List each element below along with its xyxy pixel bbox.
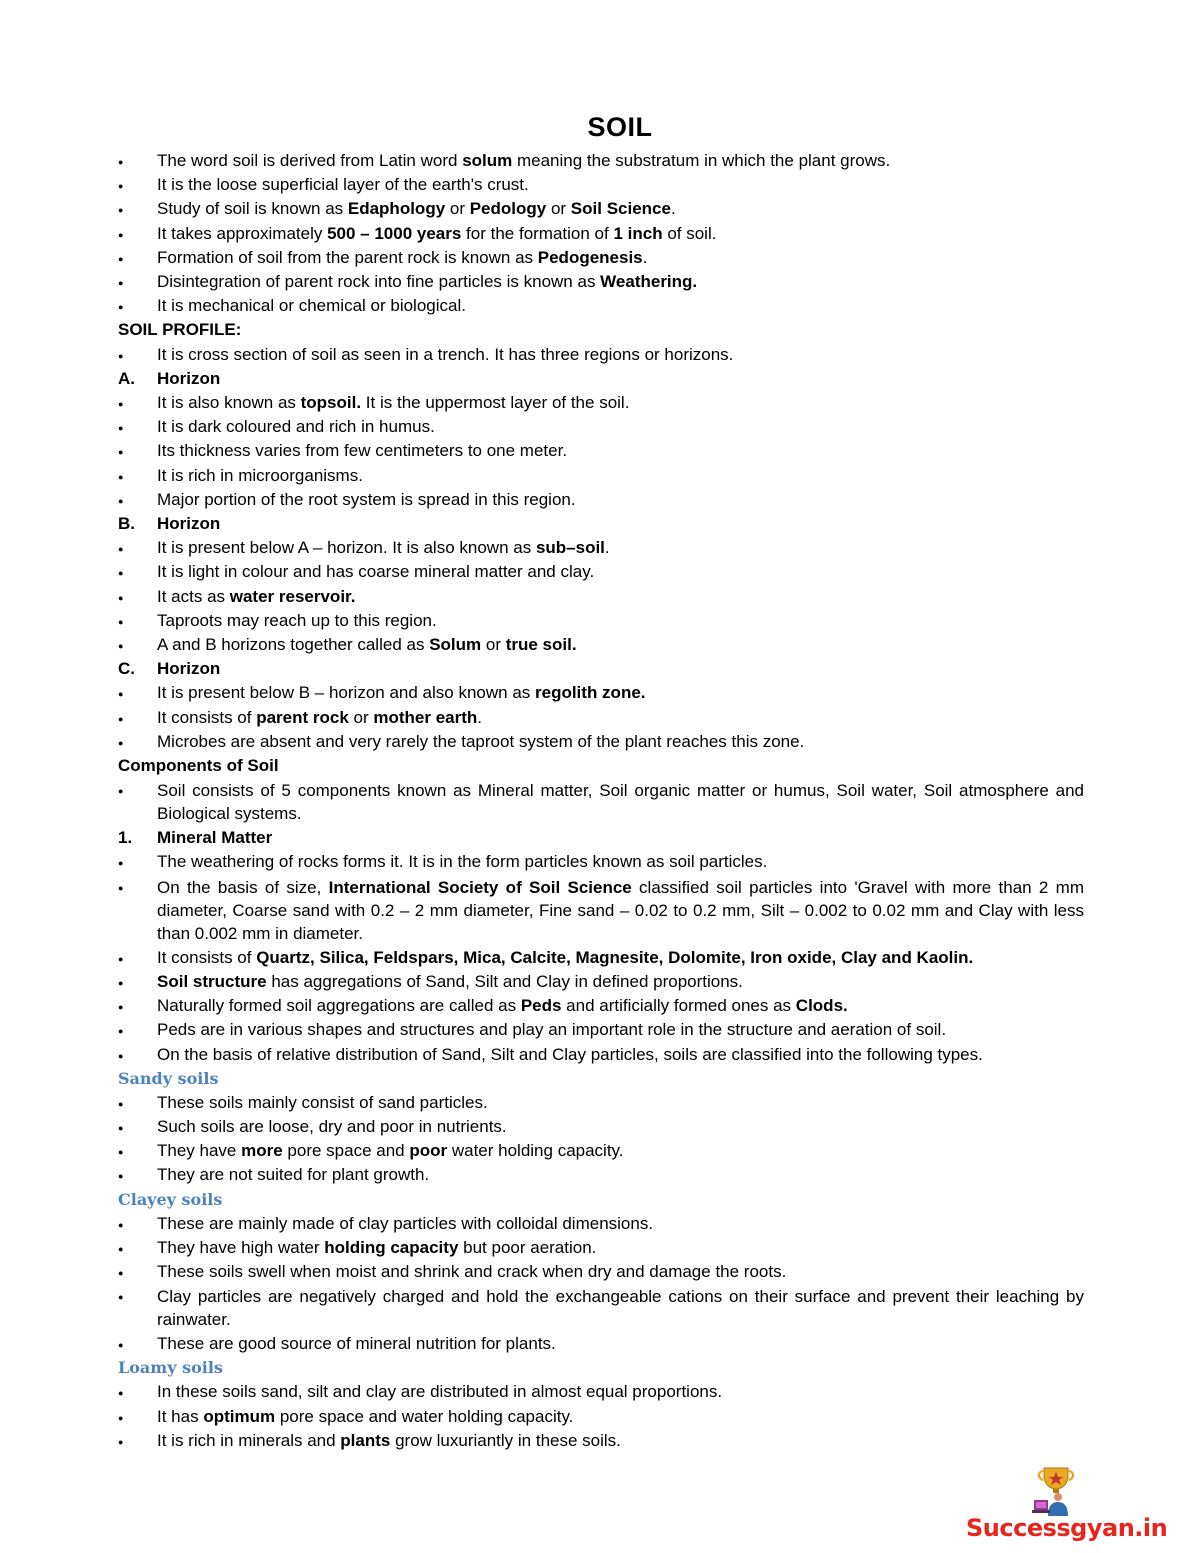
- text-run: but poor aeration.: [458, 1237, 597, 1257]
- bold-term: Pedology: [469, 199, 547, 219]
- bullet-item: [118, 536, 1084, 560]
- text-run: Such soils are loose, dry and poor in nutrients.: [157, 1116, 507, 1136]
- text-run: It is present below A – horizon. It is also known as: [157, 538, 536, 558]
- text-run: Microbes are absent and very rarely the taproot system of the plant reaches this zone.: [157, 731, 805, 751]
- text-run: It is mechanical or chemical or biological.: [157, 296, 466, 316]
- text-run: These soils swell when moist and shrink and crack when dry and damage the roots.: [157, 1261, 787, 1281]
- bullet-item: [118, 1212, 1084, 1236]
- bullet-item: [118, 415, 1084, 439]
- bullet-item: [118, 970, 1084, 994]
- heading-marker: 1.: [118, 828, 133, 848]
- text-run: .: [604, 538, 610, 558]
- bold-term: Quartz, Silica, Feldspars, Mica, Calcite, Magnesite, Dolomite, Iron oxide, Clay and Kaolin.: [256, 947, 974, 967]
- bullet-item: [118, 1332, 1084, 1356]
- text-run: It is dark coloured and rich in humus.: [157, 417, 435, 437]
- bold-term: 500 – 1000 years: [327, 223, 462, 243]
- bullet-item: [118, 681, 1084, 705]
- text-run: It is rich in minerals and: [157, 1430, 341, 1450]
- bold-term: Weathering.: [600, 272, 698, 292]
- text-run: It is the loose superficial layer of the earth's crust.: [157, 175, 529, 195]
- text-run: It is also known as: [157, 393, 301, 413]
- bullet-item: [118, 270, 1084, 294]
- bold-term: topsoil.: [300, 393, 362, 413]
- logo-text[interactable]: Successgyan.in: [966, 1514, 1168, 1542]
- heading-text: Horizon: [157, 659, 221, 679]
- text-run: It is rich in microorganisms.: [157, 465, 363, 485]
- bullet-item: [118, 1139, 1084, 1163]
- text-run: On the basis of size,: [157, 877, 329, 897]
- bullet-item: [118, 850, 1084, 874]
- bold-term: Pedogenesis: [537, 247, 643, 267]
- numbered-heading: [118, 826, 1084, 850]
- bold-term: plants: [340, 1430, 391, 1450]
- text-run: It is present below B – horizon and also known as: [157, 683, 535, 703]
- heading-marker: A.: [118, 368, 135, 388]
- bullet-item: [118, 197, 1084, 221]
- bullet-item: [118, 246, 1084, 270]
- bold-term: mother earth: [373, 707, 478, 727]
- bullet-item: [118, 1236, 1084, 1260]
- bullet-item: [118, 1405, 1084, 1429]
- bold-term: water reservoir.: [229, 586, 356, 606]
- text-run: It takes approximately: [157, 223, 328, 243]
- heading-text: Horizon: [157, 368, 221, 388]
- bullet-item: [118, 149, 1084, 173]
- bullet-item: [118, 391, 1084, 415]
- text-run: Naturally formed soil aggregations are called as: [157, 996, 521, 1016]
- text-run: Clay particles are negatively charged and hold the exchangeable cations on their surface and prevent their leaching by rainwater.: [157, 1287, 1084, 1330]
- site-logo[interactable]: [966, 1464, 1168, 1542]
- section-heading: Components of Soil: [118, 756, 279, 776]
- bullet-item: [118, 488, 1084, 512]
- text-run: It has: [157, 1406, 204, 1426]
- text-run: for the formation of: [461, 223, 614, 243]
- page-title: SOIL: [587, 112, 653, 142]
- text-run: Soil consists of 5 components known as Mineral matter, Soil organic matter or humus, Soil water, Soil atmosphere and Biological systems.: [157, 781, 1084, 824]
- text-run: They have high water: [157, 1237, 325, 1257]
- text-run: classified soil particles into 'Gravel with more than 2 mm diameter, Coarse sand with 0.2 – 2 mm diameter, Fine sand – 0.02 to 0.2 mm, Silt – 0.002 to 0.02 mm and Clay with less than 0.002 mm in diameter.: [157, 877, 1085, 943]
- text-run: These soils mainly consist of sand particles.: [157, 1092, 488, 1112]
- bullet-item: [118, 343, 1084, 367]
- bullet-item: [118, 1380, 1084, 1404]
- text-run: These are mainly made of clay particles with colloidal dimensions.: [157, 1213, 654, 1233]
- text-run: Formation of soil from the parent rock is known as: [157, 247, 538, 267]
- bold-term: Soil structure: [157, 971, 267, 991]
- text-run: It acts as: [157, 586, 230, 606]
- bold-term: more: [241, 1141, 283, 1161]
- heading-marker: B.: [118, 514, 135, 534]
- bullet-item: [118, 1043, 1084, 1067]
- bullet-item: [118, 730, 1084, 754]
- bullet-item: [118, 706, 1084, 730]
- bold-term: true soil.: [505, 635, 577, 655]
- bullet-item: [118, 294, 1084, 318]
- bold-term: International Society of Soil Science: [328, 877, 632, 897]
- section-heading: SOIL PROFILE:: [118, 320, 242, 340]
- text-run: meaning the substratum in which the plant grows.: [512, 151, 891, 170]
- bold-term: Clods.: [795, 996, 848, 1016]
- bold-term: holding capacity: [324, 1237, 459, 1257]
- text-run: Its thickness varies from few centimeters to one meter.: [157, 441, 568, 461]
- bullet-item: [118, 560, 1084, 584]
- bullet-item: [118, 1285, 1084, 1331]
- text-run: In these soils sand, silt and clay are distributed in almost equal proportions.: [157, 1382, 723, 1402]
- bold-term: Edaphology: [347, 199, 446, 219]
- bullet-item: [118, 779, 1084, 825]
- heading-text: Horizon: [157, 514, 221, 534]
- text-run: They are not suited for plant growth.: [157, 1165, 430, 1185]
- bullet-item: [118, 1091, 1084, 1115]
- bold-term: sub–soil: [535, 538, 605, 558]
- text-run: pore space and: [282, 1141, 410, 1161]
- numbered-heading: [118, 657, 1084, 681]
- text-run: It is cross section of soil as seen in a trench. It has three regions or horizons.: [157, 344, 734, 364]
- text-run: A and B horizons together called as: [157, 635, 430, 655]
- text-run: and artificially formed ones as: [561, 996, 796, 1016]
- bullet-item: [118, 1260, 1084, 1284]
- text-run: grow luxuriantly in these soils.: [390, 1430, 621, 1450]
- text-run: of soil.: [662, 223, 717, 243]
- bold-term: parent rock: [256, 707, 349, 727]
- heading-text: Mineral Matter: [157, 828, 273, 848]
- text-run: Taproots may reach up to this region.: [157, 610, 437, 630]
- bullet-item: [118, 876, 1084, 945]
- text-run: Study of soil is known as: [157, 199, 348, 219]
- text-run: The weathering of rocks forms it. It is in the form particles known as soil particles.: [157, 852, 768, 872]
- bold-term: regolith zone.: [535, 683, 646, 703]
- text-run: or: [481, 635, 506, 655]
- text-run: pore space and water holding capacity.: [275, 1406, 574, 1426]
- soil-type-heading: Sandy soils: [118, 1068, 219, 1088]
- text-run: It is light in colour and has coarse mineral matter and clay.: [157, 562, 595, 582]
- trophy-reader-icon: [1028, 1464, 1084, 1516]
- bullet-item: [118, 946, 1084, 970]
- bold-term: Peds: [520, 996, 562, 1016]
- text-run: .: [477, 707, 483, 727]
- text-run: or: [546, 199, 571, 219]
- bullet-item: [118, 1163, 1084, 1187]
- bullet-item: [118, 1115, 1084, 1139]
- text-run: .: [642, 247, 648, 267]
- text-run: water holding capacity.: [447, 1141, 624, 1161]
- bullet-item: [118, 1018, 1084, 1042]
- bullet-item: [118, 585, 1084, 609]
- bold-term: solum: [462, 151, 513, 170]
- bullet-item: [118, 464, 1084, 488]
- text-run: .: [670, 199, 676, 219]
- bold-term: poor: [409, 1141, 448, 1161]
- text-run: or: [445, 199, 470, 219]
- bullet-item: [118, 222, 1084, 246]
- bold-term: optimum: [203, 1406, 276, 1426]
- bullet-item: [118, 633, 1084, 657]
- text-run: It is the uppermost layer of the soil.: [361, 393, 630, 413]
- bullet-item: [118, 1429, 1084, 1453]
- text-run: They have: [157, 1141, 242, 1161]
- soil-type-heading: Loamy soils: [118, 1358, 223, 1378]
- bullet-item: [118, 994, 1084, 1018]
- numbered-heading: [118, 512, 1084, 536]
- heading-marker: C.: [118, 659, 135, 679]
- bullet-item: [118, 609, 1084, 633]
- bold-term: Solum: [429, 635, 482, 655]
- bullet-item: [118, 173, 1084, 197]
- text-run: The word soil is derived from Latin word: [157, 151, 463, 170]
- numbered-heading: [118, 367, 1084, 391]
- text-run: or: [348, 707, 374, 727]
- bold-term: Soil Science: [570, 199, 671, 219]
- text-run: Major portion of the root system is spread in this region.: [157, 489, 576, 509]
- text-run: On the basis of relative distribution of Sand, Silt and Clay particles, soils are classified into the following types.: [157, 1044, 983, 1064]
- text-run: These are good source of mineral nutrition for plants.: [157, 1334, 556, 1354]
- text-run: has aggregations of Sand, Silt and Clay in defined proportions.: [266, 971, 743, 991]
- text-run: Peds are in various shapes and structures and play an important role in the structure and aeration of soil.: [157, 1020, 947, 1040]
- bold-term: 1 inch: [613, 223, 663, 243]
- bullet-item: [118, 439, 1084, 463]
- text-run: It consists of: [157, 707, 257, 727]
- document-body: [118, 149, 1084, 1453]
- text-run: Disintegration of parent rock into fine particles is known as: [157, 272, 601, 292]
- text-run: It consists of: [157, 947, 257, 967]
- soil-type-heading: Clayey soils: [118, 1189, 223, 1209]
